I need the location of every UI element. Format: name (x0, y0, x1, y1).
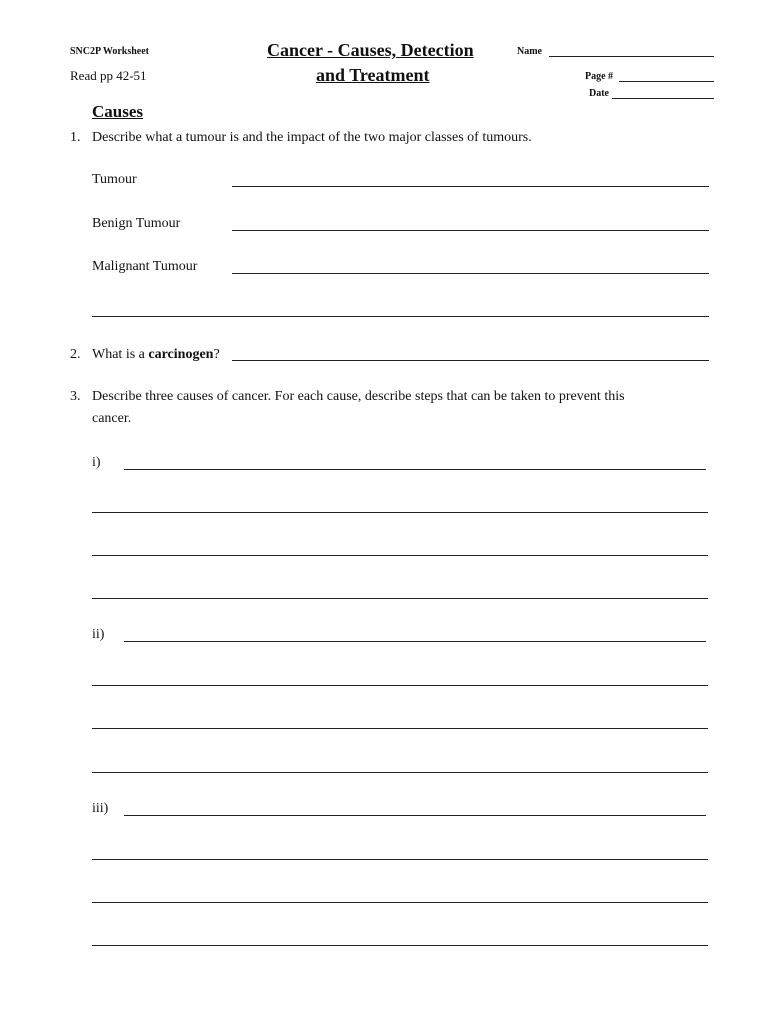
part-i-answer-line-1[interactable] (124, 469, 706, 470)
q1-text: Describe what a tumour is and the impact of the two major classes of tumours. (92, 130, 532, 145)
part-ii-answer-line-3[interactable] (92, 728, 708, 729)
worksheet-title-line2: and Treatment (316, 65, 430, 85)
page-field-line[interactable] (619, 81, 714, 82)
q3-text-line2: cancer. (92, 411, 132, 426)
name-label: Name (517, 46, 542, 57)
part-i-label: i) (92, 455, 101, 470)
malignant-tumour-label: Malignant Tumour (92, 259, 198, 274)
part-i-answer-line-4[interactable] (92, 598, 708, 599)
part-iii-answer-line-1[interactable] (124, 815, 706, 816)
part-iii-answer-line-4[interactable] (92, 945, 708, 946)
q1-number: 1. (70, 130, 81, 145)
part-ii-answer-line-1[interactable] (124, 641, 706, 642)
part-ii-answer-line-2[interactable] (92, 685, 708, 686)
q2-keyword: carcinogen (148, 347, 214, 362)
q2-number: 2. (70, 347, 81, 362)
benign-tumour-label: Benign Tumour (92, 216, 181, 231)
malignant-answer-line[interactable] (232, 273, 709, 274)
part-ii-label: ii) (92, 627, 105, 642)
q2-prefix: What is a (92, 347, 149, 362)
course-code: SNC2P Worksheet (70, 46, 149, 57)
part-ii-answer-line-4[interactable] (92, 772, 708, 773)
date-label: Date (589, 88, 609, 99)
q3-number: 3. (70, 389, 81, 404)
tumour-label: Tumour (92, 172, 137, 187)
worksheet-title-line1: Cancer - Causes, Detection (267, 40, 474, 60)
q2-suffix: ? (213, 347, 220, 362)
part-iii-label: iii) (92, 801, 109, 816)
q2-text (92, 347, 220, 363)
section-heading: Causes (92, 102, 144, 121)
reading-pages: Read pp 42-51 (70, 68, 147, 83)
name-field-line[interactable] (549, 56, 714, 57)
benign-answer-line[interactable] (232, 230, 709, 231)
q3-text-line1: Describe three causes of cancer. For each cause, describe steps that can be taken to prevent this (92, 389, 625, 404)
q1-extra-answer-line[interactable] (92, 316, 709, 317)
part-iii-answer-line-2[interactable] (92, 859, 708, 860)
date-field-line[interactable] (612, 98, 714, 99)
page-label: Page # (585, 71, 614, 82)
part-i-answer-line-2[interactable] (92, 512, 708, 513)
q2-answer-line[interactable] (232, 360, 709, 361)
tumour-answer-line[interactable] (232, 186, 709, 187)
part-iii-answer-line-3[interactable] (92, 902, 708, 903)
part-i-answer-line-3[interactable] (92, 555, 708, 556)
